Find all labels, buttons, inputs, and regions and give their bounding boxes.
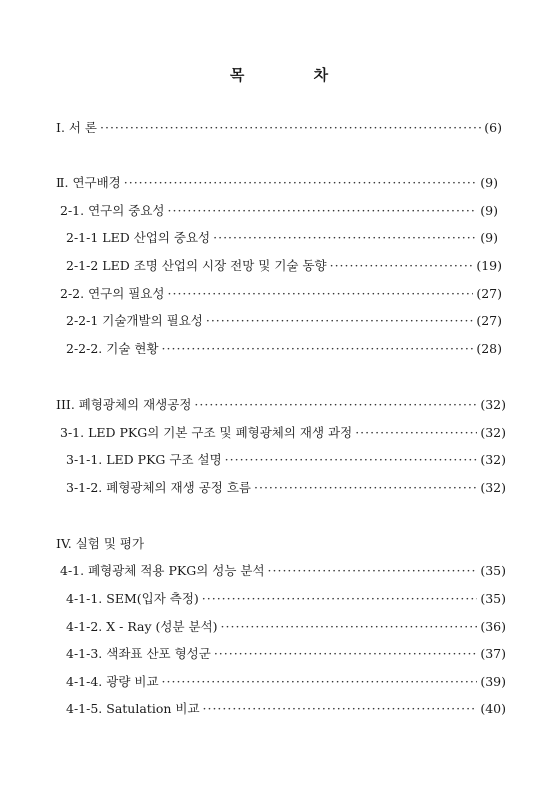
toc-leader-dots xyxy=(206,313,473,329)
toc-entry-4-1-2[interactable] xyxy=(66,619,506,635)
toc-entry-label: 2-1-1 LED 산업의 중요성 xyxy=(66,230,211,245)
toc-entry-page: (27) xyxy=(476,313,502,328)
toc-leader-dots xyxy=(330,258,474,274)
toc-entry-page: (40) xyxy=(480,701,506,716)
toc-entry-2-1[interactable] xyxy=(60,203,498,219)
toc-entry-page: (32) xyxy=(480,480,506,495)
toc-entry-page: (6) xyxy=(484,120,502,135)
toc-entry-chapter-3[interactable] xyxy=(56,397,506,413)
toc-entry-page: (28) xyxy=(476,341,502,356)
toc-entry-label: 2-2. 연구의 필요성 xyxy=(60,286,165,301)
toc-leader-dots xyxy=(168,286,474,302)
toc-entry-label: 2-1. 연구의 중요성 xyxy=(60,203,165,218)
toc-entry-label: 4-1-4. 광량 비교 xyxy=(66,674,159,689)
toc-entry-label: Ⅱ. 연구배경 xyxy=(56,175,121,190)
toc-entry-label: III. 폐형광체의 재생공정 xyxy=(56,397,192,412)
toc-entry-4-1-4[interactable] xyxy=(66,674,506,690)
toc-entry-label: 3-1-2. 폐형광체의 재생 공정 흐름 xyxy=(66,480,251,495)
toc-entry-page: (39) xyxy=(480,674,506,689)
toc-entry-label: Ⅰ. 서 론 xyxy=(56,120,98,135)
toc-entry-label: 2-2-1 기술개발의 필요성 xyxy=(66,313,203,328)
toc-entry-4-1-1[interactable] xyxy=(66,591,506,607)
toc-leader-dots xyxy=(100,120,481,136)
toc-entry-label: 3-1. LED PKG의 기본 구조 및 폐형광체의 재생 과정 xyxy=(60,425,353,440)
toc-entry-label: 4-1. 폐형광체 적용 PKG의 성능 분석 xyxy=(60,563,265,578)
toc-leader-dots xyxy=(162,341,474,357)
toc-leader-dots xyxy=(168,203,478,219)
toc-entry-introduction[interactable] xyxy=(56,120,502,136)
toc-entry-page: (35) xyxy=(480,591,506,606)
toc-entry-4-1[interactable] xyxy=(60,563,506,579)
toc-entry-page: (19) xyxy=(476,258,502,273)
toc-entry-label: 2-1-2 LED 조명 산업의 시장 전망 및 기술 동향 xyxy=(66,258,327,273)
toc-leader-dots xyxy=(268,563,478,579)
toc-leader-dots xyxy=(162,674,478,690)
toc-entry-2-1-2[interactable] xyxy=(66,258,502,274)
toc-entry-2-1-1[interactable] xyxy=(66,230,498,246)
toc-leader-dots xyxy=(194,397,477,413)
toc-entry-background[interactable] xyxy=(56,175,498,191)
toc-leader-dots xyxy=(355,425,477,441)
toc-entry-label: 4-1-3. 색좌표 산포 형성군 xyxy=(66,646,211,661)
toc-leader-dots xyxy=(254,480,477,496)
toc-entry-page: (32) xyxy=(480,425,506,440)
toc-entry-page: (35) xyxy=(480,563,506,578)
toc-entry-page: (37) xyxy=(480,646,506,661)
toc-entry-page: (9) xyxy=(480,230,498,245)
toc-entry-3-1-2[interactable] xyxy=(66,480,506,496)
toc-entry-3-1-1[interactable] xyxy=(66,452,506,468)
toc-entry-2-2-1[interactable] xyxy=(66,313,502,329)
toc-entry-page: (32) xyxy=(480,397,506,412)
toc-leader-dots xyxy=(213,230,477,246)
toc-entry-4-1-5[interactable] xyxy=(66,701,506,717)
toc-entry-3-1[interactable] xyxy=(60,425,506,441)
toc-entry-label: 4-1-2. X - Ray (성분 분석) xyxy=(66,619,218,634)
toc-leader-dots xyxy=(221,619,478,635)
toc-entry-label: 4-1-5. Satulation 비교 xyxy=(66,701,200,716)
toc-leader-dots xyxy=(124,175,478,191)
toc-entry-page: (9) xyxy=(480,175,498,190)
toc-entry-page: (27) xyxy=(476,286,502,301)
toc-entry-page: (36) xyxy=(480,619,506,634)
toc-entry-2-2[interactable] xyxy=(60,286,502,302)
toc-entry-2-2-2[interactable] xyxy=(66,341,502,357)
toc-leader-dots xyxy=(225,452,478,468)
toc-entry-label: 4-1-1. SEM(입자 측정) xyxy=(66,591,199,606)
page-title: 목 차 xyxy=(229,66,361,84)
toc-entry-4-1-3[interactable] xyxy=(66,646,506,662)
toc-entry-page: (32) xyxy=(480,452,506,467)
toc-entry-page: (9) xyxy=(480,203,498,218)
toc-leader-dots xyxy=(203,701,478,717)
toc-leader-dots xyxy=(214,646,478,662)
toc-leader-dots xyxy=(202,591,478,607)
toc-chapter-4-heading[interactable]: IV. 실험 및 평가 xyxy=(56,536,145,551)
toc-entry-label: 3-1-1. LED PKG 구조 설명 xyxy=(66,452,222,467)
toc-entry-label: 2-2-2. 기술 현황 xyxy=(66,341,159,356)
